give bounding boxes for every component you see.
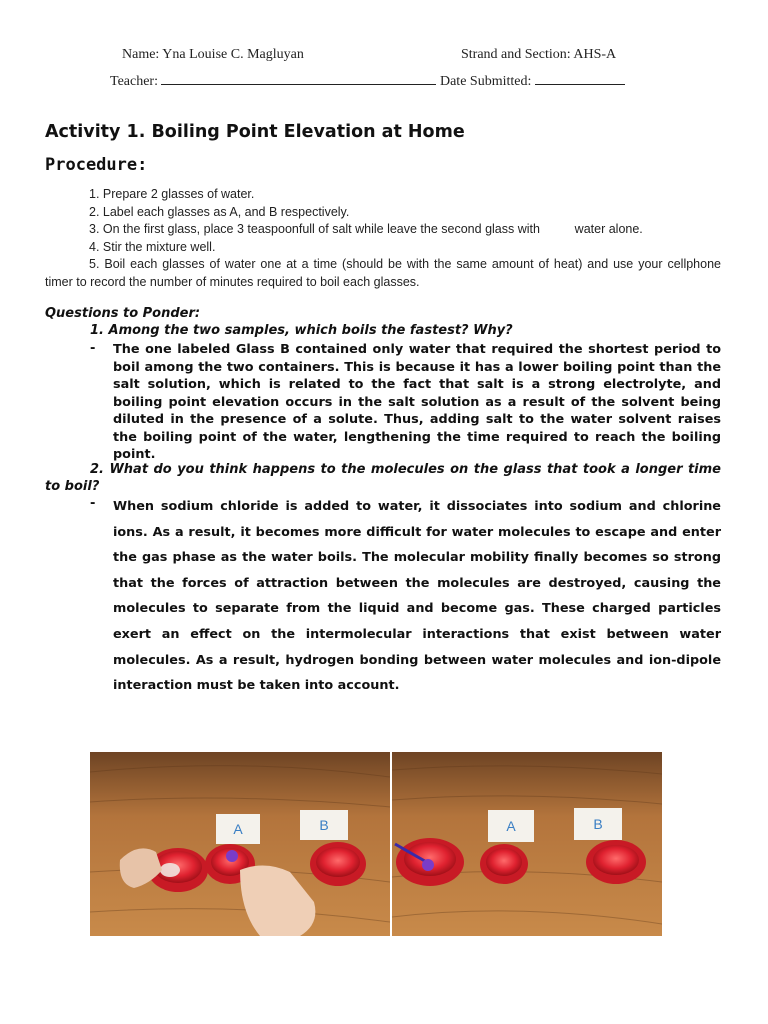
date-label: Date Submitted: bbox=[439, 74, 532, 89]
label-text: B bbox=[319, 817, 329, 833]
student-name: Name: Yna Louise C. Magluyan bbox=[122, 47, 304, 62]
question-1: 1. Among the two samples, which boils the fastest? Why? bbox=[90, 323, 513, 338]
strand-section: Strand and Section: AHS-A bbox=[461, 47, 617, 62]
teacher-line bbox=[110, 72, 625, 90]
teacher-blank bbox=[161, 72, 436, 85]
procedure-heading: Procedure: bbox=[45, 155, 148, 175]
answer-1: The one labeled Glass B contained only water that required the shortest period to boil among the two containers. This is because it has a lower boiling point than the salt solution, which is related to the fact that salt is a strong electrolyte, and boiling point elevation occurs in the salt solution as a result of the solvent being diluted in the presence of a solute. Thus, adding salt to the water solvent raises the boiling point of the water, lengthening the time required to reach the boiling point. bbox=[113, 342, 721, 462]
activity-title: Activity 1. Boiling Point Elevation at Home bbox=[45, 122, 465, 142]
teacher-label: Teacher: bbox=[110, 74, 158, 89]
questions-heading: Questions to Ponder: bbox=[45, 306, 201, 321]
answer-1-dash: - bbox=[90, 341, 96, 356]
procedure-step: 4. Stir the mixture well. bbox=[89, 239, 216, 254]
answer-2: When sodium chloride is added to water, it dissociates into sodium and chlorine ions. As a result, it becomes more difficult for water molecules to escape and enter the gas phase as the water boils. The molecular mobility finally becomes so strong that the forces of attraction between the molecules are destroyed, causing the molecules to separate from the liquid and become gas. These charged particles exert an effect on the intermolecular interactions that exist between water molecules. As a result, hydrogen bonding between water molecules and ion-dipole interaction must be taken into account. bbox=[113, 499, 721, 694]
procedure-step: 3. On the first glass, place 3 teaspoonfull of salt while leave the second glass with water alone. bbox=[89, 222, 643, 236]
label-text: A bbox=[233, 821, 243, 837]
label-text: B bbox=[593, 816, 603, 832]
date-blank bbox=[535, 72, 625, 85]
procedure-step: 2. Label each glasses as A, and B respectively. bbox=[89, 204, 350, 219]
procedure-step: 5. Boil each glasses of water one at a time (should be with the same amount of heat) and use your cellphone timer to record the number of minutes required to boil each glasses. bbox=[45, 257, 721, 289]
procedure-steps bbox=[45, 186, 721, 291]
procedure-step: 1. Prepare 2 glasses of water. bbox=[89, 187, 255, 201]
answer-2-dash: - bbox=[90, 496, 96, 511]
question-2: 2. What do you think happens to the molecules on the glass that took a longer time to boil? bbox=[45, 462, 721, 494]
experiment-photo bbox=[90, 752, 662, 936]
experiment-photo-drawing bbox=[90, 752, 662, 936]
label-text: A bbox=[506, 818, 516, 834]
